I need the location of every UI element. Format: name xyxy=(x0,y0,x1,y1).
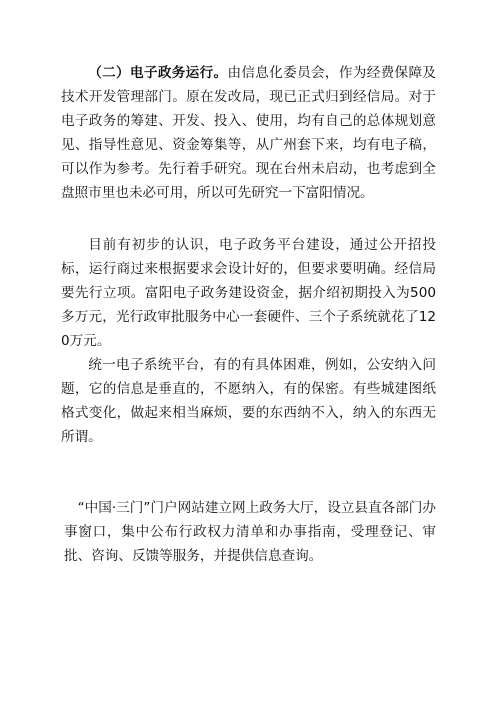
paragraph-text: 由信息化委员会，作为经费保障及技术开发管理部门。原在发改局，现已正式归到经信局。对于电子政务的筹建、开发、投入、使用，均有自己的总体规划意见、指导性意见、资金筹集等，从广州套下来，均有电子稿，可以作为参考。先行着手研究。现在台州未启动，也考虑到全盘照市里也未必可用，所以可先研究一下富阳情况。 xyxy=(61,65,437,201)
section-heading: （二）电子政务运行。 xyxy=(88,65,228,81)
paragraph-text: “中国·三门”门户网站建立网上政务大厅，设立县直各部门办事窗口，集中公布行政权力清单和办事指南，受理登记、审批、咨询、反馈等服务，并提供信息查询。 xyxy=(64,500,436,564)
paragraph-sanmen-portal xyxy=(64,496,436,568)
paragraph-text: 统一电子系统平台，有的有具体困难，例如，公安纳入问题，它的信息是垂直的，不愿纳入，有的保密。有些城建图纸格式变化，做起来相当麻烦，要的东西纳不入，纳入的东西无所谓。 xyxy=(61,357,436,445)
paragraph-unified-platform xyxy=(61,353,436,449)
paragraph-e-government-operation xyxy=(61,61,436,205)
paragraph-initial-understanding xyxy=(61,233,436,353)
paragraph-text: 目前有初步的认识，电子政务平台建设，通过公开招投标，运行商过来根据要求会设计好的，但要求要明确。经信局要先行立项。富阳电子政务建设资金，据介绍初期投入为500多万元，光行政审批服务中心一套硬件、三个子系统就花了120万元。 xyxy=(61,237,436,349)
